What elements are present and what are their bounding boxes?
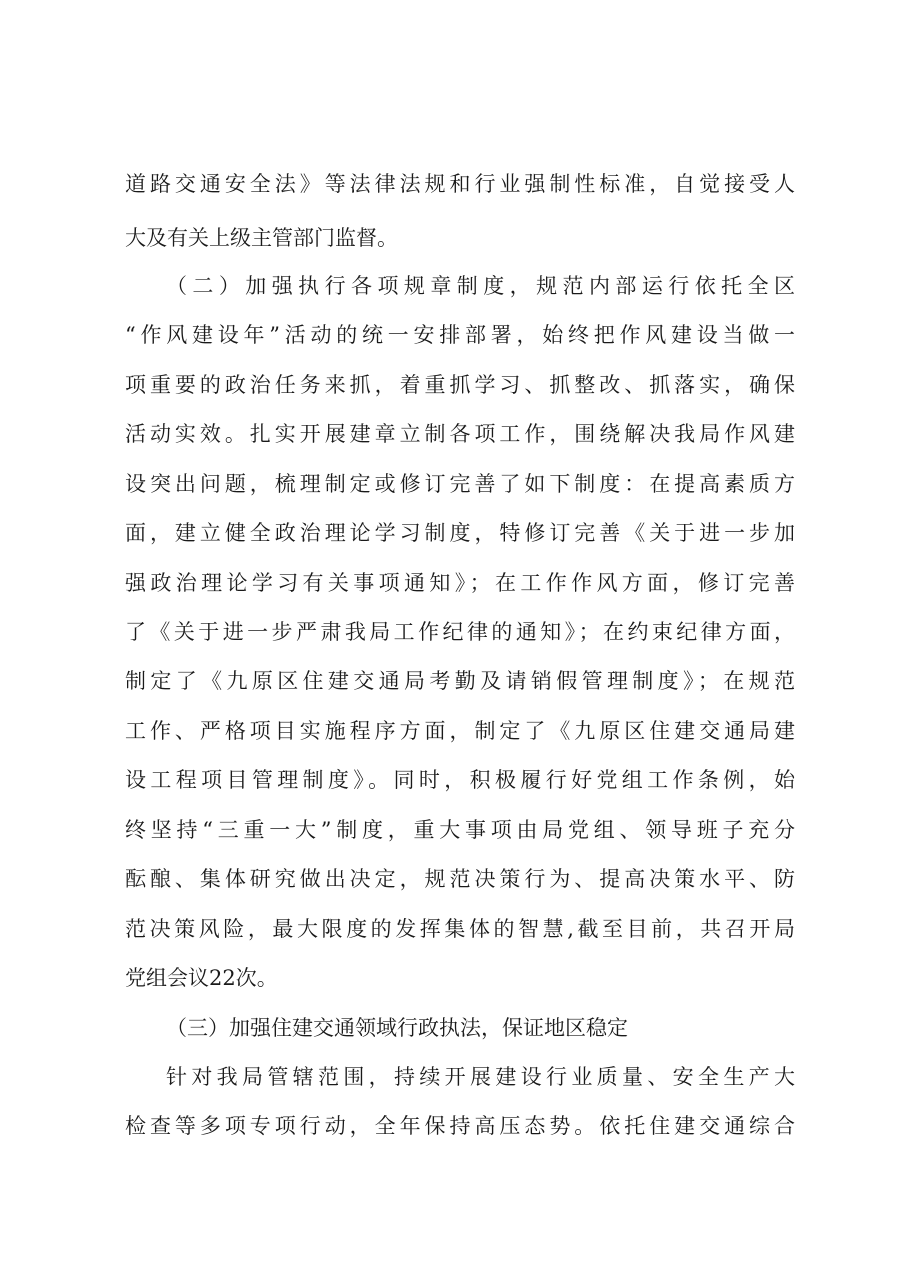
body-line: 设突出问题，梳理制定或修订完善了如下制度：在提高素质方: [125, 472, 795, 496]
body-line: 范决策风险，最大限度的发挥集体的智慧,截至目前，共召开局: [125, 917, 795, 941]
body-line: 终坚持“三重一大”制度，重大事项由局党组、领导班子充分: [125, 818, 795, 842]
section-heading-line: （三）加强住建交通领域行政执法，保证地区稳定: [166, 1016, 628, 1040]
body-line: 设工程项目管理制度》。同时，积极履行好党组工作条例，始: [125, 768, 795, 792]
body-line: 针对我局管辖范围，持续开展建设行业质量、安全生产大: [166, 1065, 795, 1089]
body-line: 强政治理论学习有关事项通知》；在工作作风方面，修订完善: [125, 571, 795, 595]
body-line: 制定了《九原区住建交通局考勤及请销假管理制度》；在规范: [125, 669, 795, 693]
body-line: 酝酿、集体研究做出决定，规范决策行为、提高决策水平、防: [125, 867, 795, 891]
body-line: 大及有关上级主管部门监督。: [125, 226, 398, 250]
body-line: 面，建立健全政治理论学习制度，特修订完善《关于进一步加: [125, 521, 795, 545]
body-line: 项重要的政治任务来抓，着重抓学习、抓整改、抓落实，确保: [125, 373, 795, 397]
body-line: 活动实效。扎实开展建章立制各项工作，围绕解决我局作风建: [125, 422, 795, 446]
body-line: “作风建设年”活动的统一安排部署，始终把作风建设当做一: [125, 323, 795, 347]
body-line: 道路交通安全法》等法律法规和行业强制性标准，自觉接受人: [125, 172, 795, 196]
body-line: 检查等多项专项行动，全年保持高压态势。依托住建交通综合: [125, 1114, 795, 1138]
section-heading-line: （二）加强执行各项规章制度，规范内部运行依托全区: [166, 274, 795, 298]
body-line: 了《关于进一步严肃我局工作纪律的通知》；在约束纪律方面，: [125, 620, 795, 644]
body-line: 工作、严格项目实施程序方面，制定了《九原区住建交通局建: [125, 719, 795, 743]
body-line: 党组会议22次。: [125, 966, 278, 990]
